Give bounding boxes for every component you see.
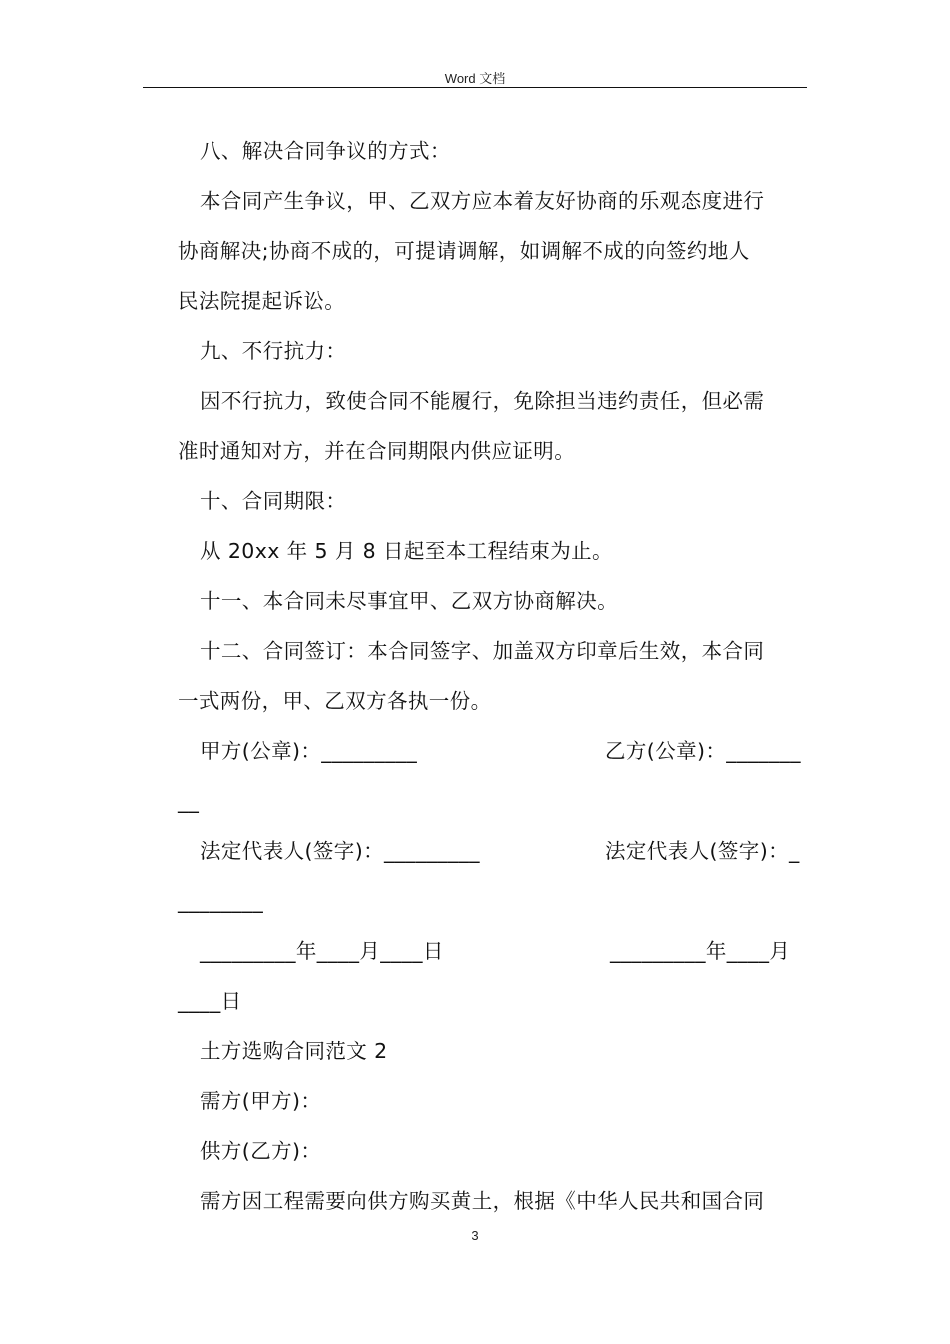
date-party-b: _________年____月 bbox=[610, 939, 791, 963]
paragraph-line: 从 20xx 年 5 月 8 日起至本工程结束为止。 bbox=[200, 539, 613, 563]
signature-party-b-seal: 乙方(公章)：_______ bbox=[605, 739, 801, 763]
date-party-a: _________年____月____日 bbox=[200, 939, 444, 963]
page-header-title: Word 文档 bbox=[444, 71, 506, 86]
paragraph-line: 准时通知对方，并在合同期限内供应证明。 bbox=[178, 439, 576, 463]
page-number: 3 bbox=[471, 1228, 479, 1243]
paragraph-line: 需方(甲方)： bbox=[200, 1089, 322, 1113]
signature-party-a-representative: 法定代表人(签字)：_________ bbox=[200, 839, 480, 863]
paragraph-line: 民法院提起诉讼。 bbox=[178, 289, 346, 313]
paragraph-line: 十二、合同签订：本合同签字、加盖双方印章后生效，本合同 bbox=[200, 639, 765, 663]
section-heading: 十、合同期限： bbox=[200, 489, 347, 513]
paragraph-line: 本合同产生争议，甲、乙双方应本着友好协商的乐观态度进行 bbox=[200, 189, 765, 213]
header-divider bbox=[143, 87, 807, 88]
signature-line-wrap: ________ bbox=[178, 889, 264, 913]
section-heading: 八、解决合同争议的方式： bbox=[200, 139, 451, 163]
paragraph-line: 因不行抗力，致使合同不能履行，免除担当违约责任，但必需 bbox=[200, 389, 765, 413]
paragraph-line: 需方因工程需要向供方购买黄土，根据《中华人民共和国合同 bbox=[200, 1189, 765, 1213]
paragraph-line: 供方(乙方)： bbox=[200, 1139, 322, 1163]
paragraph-line: 协商解决;协商不成的，可提请调解，如调解不成的向签约地人 bbox=[178, 239, 750, 263]
section-heading: 九、不行抗力： bbox=[200, 339, 347, 363]
signature-party-a-seal: 甲方(公章)：_________ bbox=[200, 739, 418, 763]
document-subtitle: 土方选购合同范文 2 bbox=[200, 1039, 388, 1063]
paragraph-line: 十一、本合同未尽事宜甲、乙双方协商解决。 bbox=[200, 589, 618, 613]
signature-party-b-representative: 法定代表人(签字)：_ bbox=[605, 839, 800, 863]
date-line-wrap: ____日 bbox=[178, 989, 242, 1013]
paragraph-line: 一式两份，甲、乙双方各执一份。 bbox=[178, 689, 492, 713]
signature-line-wrap: __ bbox=[178, 789, 200, 813]
